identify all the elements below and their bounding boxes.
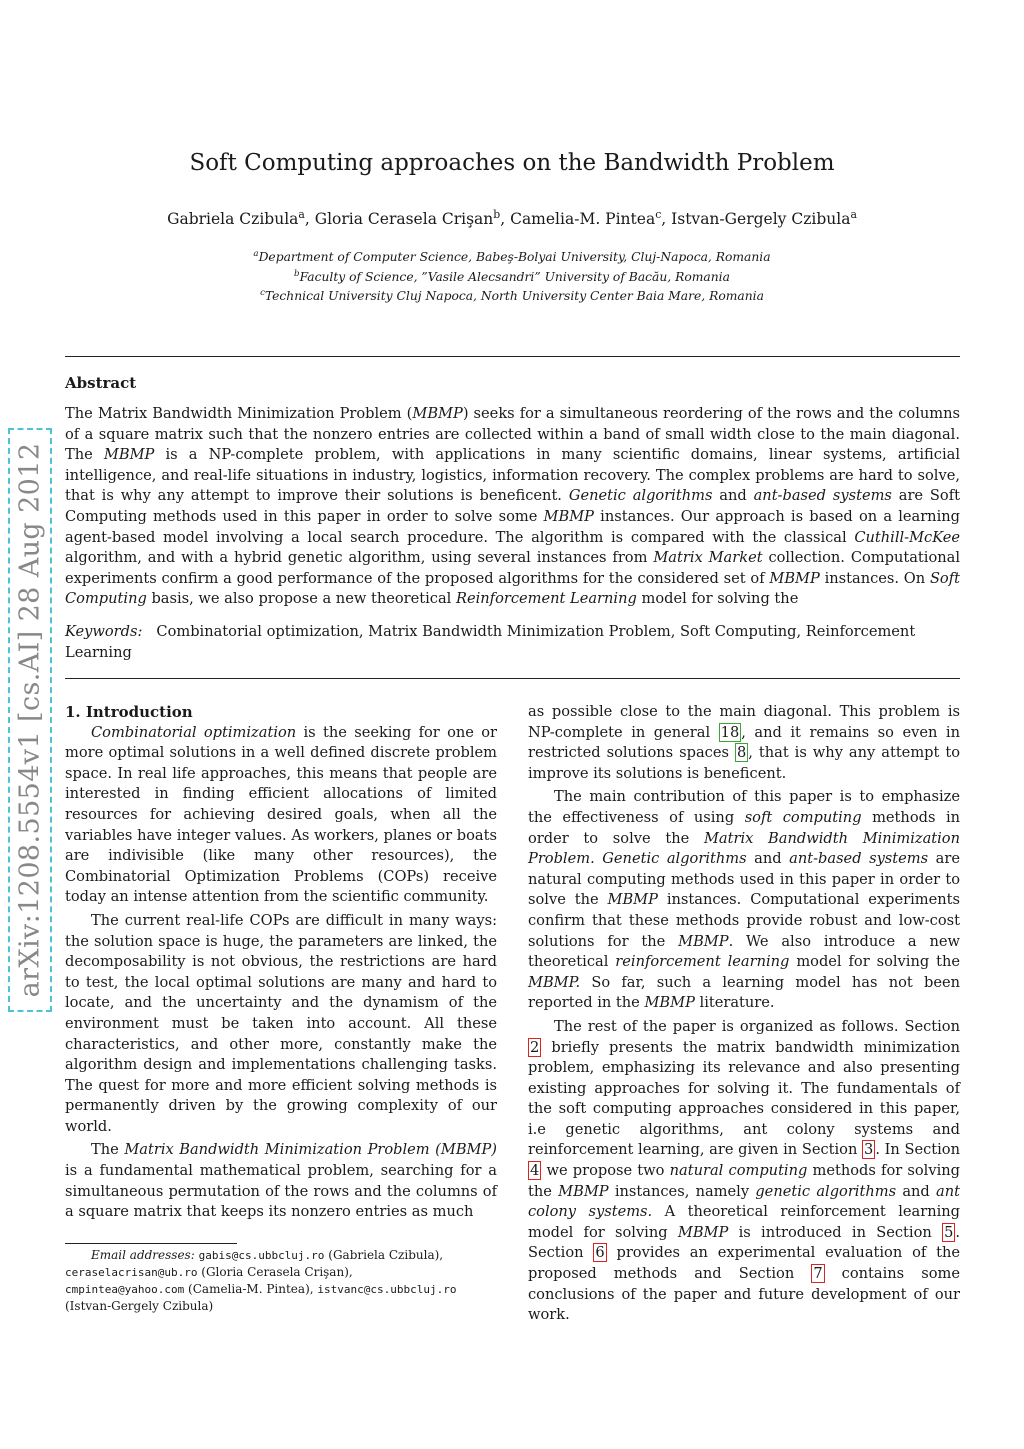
keywords <box>65 622 960 663</box>
author-1: Gabriela Czibula$^a$, <box>167 208 315 229</box>
email-4[interactable]: istvanc@cs.ubbcluj.ro <box>317 1283 457 1296</box>
email-1[interactable]: gabis@cs.ubbcluj.ro <box>198 1249 325 1262</box>
footnote: Email addresses: gabis@cs.ubbcluj.ro (Gabriela Czibula), ceraselacrisan@ub.ro (Gloria Cerasela Crişan), cmpintea@yahoo.com (Camelia-M. Pintea), istvanc@cs.ubbcluj.ro (Istvan-Gergely Czibula) <box>65 1248 457 1313</box>
arxiv-stamp-text: arXiv:1208.5554v1 [cs.AI] 28 Aug 2012 <box>14 442 46 998</box>
affiliations <box>0 246 1024 305</box>
email-2[interactable]: ceraselacrisan@ub.ro <box>65 1266 198 1279</box>
mid-rule <box>65 678 960 679</box>
keywords-label: Keywords: <box>65 623 143 640</box>
footnote-rule <box>65 1243 237 1244</box>
abstract-heading: Abstract <box>65 374 137 392</box>
intro-paragraph-5: The rest of the paper is organized as follows. Section 2 briefly presents the matrix bandwidth minimization problem, emphasizing its relevance and also presenting existing approaches for solving it. The fundamentals of the soft computing approaches considered in this paper, i.e genetic algorithms, ant colony systems and reinforcement learning, are given in Section 3 . In Section 4 we propose two natural computing methods for solving the MBMP instances, namely genetic algorithms and ant colony systems. A theoretical reinforcement learning model for solving MBMP is introduced in Section 5 . Section 6 provides an experimental evaluation of the proposed methods and Section 7 contains some conclusions of the paper and future development of our work. <box>528 1017 960 1324</box>
author-3: Camelia-M. Pintea$^c$, <box>510 208 672 229</box>
author-list <box>0 208 1024 228</box>
footnote-label: Email addresses: <box>91 1248 195 1262</box>
affiliation-a: $^a$Department of Computer Science, Babeş-Bolyai University, Cluj-Napoca, Romania <box>253 249 771 265</box>
affiliation-b: $^b$Faculty of Science, ”Vasile Alecsandri” University of Bacău, Romania <box>294 268 730 284</box>
section-link-6[interactable]: 6 <box>595 1244 605 1262</box>
author-4: Istvan-Gergely Czibula$^a$ <box>671 208 857 229</box>
paper-title: Soft Computing approaches on the Bandwidth Problem <box>189 150 835 176</box>
intro-paragraph-1: Combinatorial optimization is the seeking for one or more optimal solutions in a well defined discrete problem space. In real life approaches, this means that people are interested in finding efficient allocations of limited resources for achieving desired goals, when all the variables have integer values. As workers, planes or boats are indivisible (like many other resources), the Combinatorial Optimization Problems (COPs) receive today an intense attention from the scientific community. <box>65 723 497 906</box>
left-column <box>65 702 497 1223</box>
author-2: Gloria Cerasela Crişan$^b$, <box>314 208 511 229</box>
section-link-7[interactable]: 7 <box>813 1265 823 1283</box>
intro-paragraph-2: The current real-life COPs are difficult in many ways: the solution space is huge, the parameters are linked, the decomposability is not obvious, the restrictions are hard to test, the local optimal solutions are many and hard to locate, and the uncertainty and the dynamism of the environment must be taken into account. All these characteristics, and other more, constantly make the algorithm design and implementations challenging tasks. The quest for more and more efficient solving methods is permanently driven by the growing complexity of our world. <box>65 911 497 1135</box>
intro-paragraph-3-cont: as possible close to the main diagonal. This problem is NP-complete in general 18 , and it remains so even in restricted solutions spaces 8 , that is why any attempt to improve its solutions is beneficent. <box>528 703 960 782</box>
keywords-text: Combinatorial optimization, Matrix Bandwidth Minimization Problem, Soft Computing, Reinforcement Learning <box>65 623 916 661</box>
section-link-2[interactable]: 2 <box>530 1038 540 1056</box>
citation-link-18[interactable]: 18 <box>720 723 740 741</box>
affiliation-c: $^c$Technical University Cluj Napoca, North University Center Baia Mare, Romania <box>260 288 764 304</box>
section-link-5[interactable]: 5 <box>944 1223 954 1241</box>
email-3[interactable]: cmpintea@yahoo.com <box>65 1283 185 1296</box>
abstract-text: The Matrix Bandwidth Minimization Problem (MBMP) seeks for a simultaneous reordering of the rows and the columns of a square matrix such that the nonzero entries are collected within a band of small width close to the main diagonal. The MBMP is a NP-complete problem, with applications in many scientific domains, linear systems, artificial intelligence, and real-life situations in industry, logistics, information recovery. The complex problems are hard to solve, that is why any attempt to improve their solutions is beneficent. Genetic algorithms and ant-based systems are Soft Computing methods used in this paper in order to solve some MBMP instances. Our approach is based on a learning agent-based model involving a local search procedure. The algorithm is compared with the classical Cuthill-McKee algorithm, and with a hybrid genetic algorithm, using several instances from Matrix Market collection. Computational experiments confirm a good performance of the proposed algorithms for the considered set of MBMP instances. On Soft Computing basis, we also propose a new theoretical Reinforcement Learning model for solving the <box>65 405 961 608</box>
section-link-3[interactable]: 3 <box>864 1141 874 1159</box>
section-link-4[interactable]: 4 <box>530 1162 540 1180</box>
intro-paragraph-4: The main contribution of this paper is to emphasize the effectiveness of using soft computing methods in order to solve the Matrix Bandwidth Minimization Problem. Genetic algorithms and ant-based systems are natural computing methods used in this paper in order to solve the MBMP instances. Computational experiments confirm that these methods provide robust and low-cost solutions for the MBMP. We also introduce a new theoretical reinforcement learning model for solving the MBMP. So far, such a learning model has not been reported in the MBMP literature. <box>528 788 961 1012</box>
top-rule <box>65 356 960 357</box>
citation-link-8[interactable]: 8 <box>736 744 747 762</box>
right-column <box>528 702 960 1326</box>
section-heading: 1. Introduction <box>65 703 193 721</box>
intro-paragraph-3: The Matrix Bandwidth Minimization Problem (MBMP) is a fundamental mathematical problem, searching for a simultaneous permutation of the rows and the columns of a square matrix that keeps its nonzero entries as much <box>65 1141 497 1221</box>
arxiv-stamp <box>8 428 52 1012</box>
